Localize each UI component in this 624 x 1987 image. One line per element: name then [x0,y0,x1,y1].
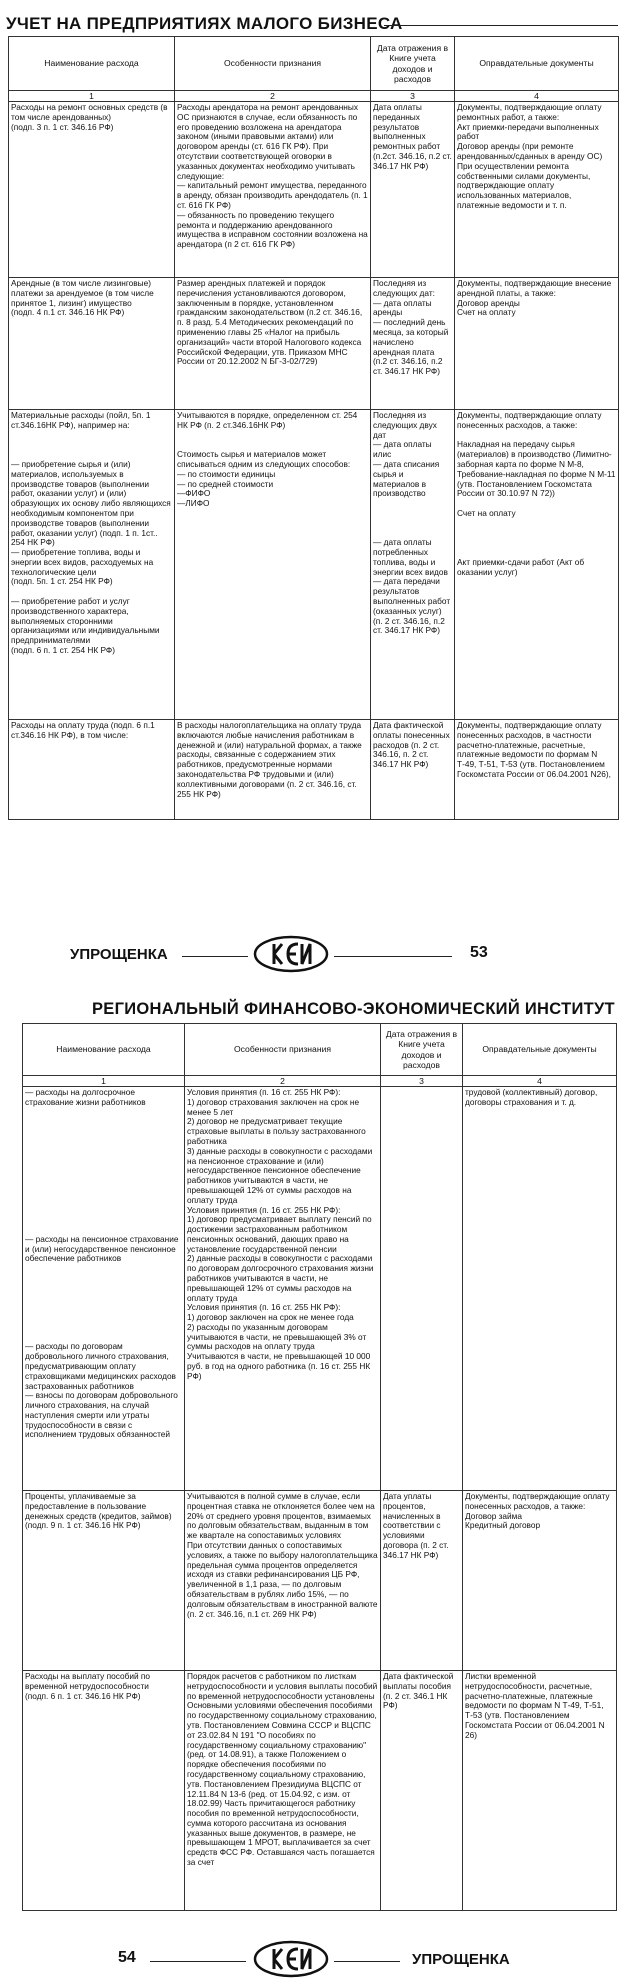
cell-documents: Листки временной нетрудоспособности, расчетные, расчетно-платежные, платежные ведомости по формам N Т-49, Т-51, Т-53 (утв. Постановлением Госкомстата России от 06.04.2001 N 26) [463,1671,617,1911]
table-header-row [9,37,619,91]
running-title: УЧЕТ НА ПРЕДПРИЯТИЯХ МАЛОГО БИЗНЕСА [6,14,403,33]
cell-recognition: Условия принятия (п. 16 ст. 255 НК РФ): 1) договор страхования заключен на срок не менее 5 лет 2) договор не предусматривает текущие страховые выплаты в пользу застрахованного работника 3) данные расходы в совокупности с расходами на пенсионное страхование и (или) негосударственное пенсионное обеспечение работников учитываются в части, не превышающей 12% от суммы расходов на оплату труда Условия принятия (п. 16 ст. 255 НК РФ): 1) договор предусматривает выплату пенсий по достижении застрахованным работником пенсионных оснований, дающих право на установление государственной пенсии 2) данные расходы в совокупности с расходами по договорам долгосрочного страхования жизни работников учитываются в части, не превышающей 12% от суммы расходов на оплату труда Условия принятия (п. 16 ст. 255 НК РФ): 1) договор заключен на срок не менее года 2) расходы по указанным договорам учитываются в части, не превышающей 3% от суммы расходов на оплату труда Учитываются в части, не превышающей 10 000 руб. в год на одного работника (п. 16 ст. 255 НК РФ) [185,1087,381,1491]
institute-logo [252,934,330,974]
cell-date: Последняя из следующих двух дат — дата оплаты илис — дата списания сырья и материалов в производство — дата оплаты потребленных топлива, воды и энергии всех видов — дата передачи результатов выполненных работ (оказанных услуг) (п. 2 ст. 346.16, п.2 ст. 346.17 НК РФ) [371,410,455,720]
column-number: 3 [381,1076,463,1087]
running-title: РЕГИОНАЛЬНЫЙ ФИНАНСОВО-ЭКОНОМИЧЕСКИЙ ИНСТИТУТ [92,1000,615,1018]
column-number: 1 [9,91,175,102]
cell-documents: Документы, подтверждающие оплату понесенных расходов, а также: Накладная на передачу сырья (материалов) в производство (Лимитно-заборная карта по форме N М-8, Требование-накладная по форме N М-11 (утв. Постановлением Госкомстата России от 30.10.97 N 72)) Счет на оплату Акт приемки-сдачи работ (Акт об оказании услуг) [455,410,619,720]
table-row [9,720,619,820]
column-number: 3 [371,91,455,102]
cell-date: Дата фактической выплаты пособия (п. 2 ст. 346.1 НК РФ) [381,1671,463,1911]
cell-expense-name: — расходы на долгосрочное страхование жизни работников — расходы на пенсионное страхование и (или) негосударственное пенсионное обеспечение работников — расходы по договорам добровольного личного страхования, предусматривающим оплату страховщиками медицинских расходов застрахованных работников — взносы по договорам добровольного личного страхования, на случай наступления смерти или утраты трудоспособности в связи с исполнением трудовых обязанностей [23,1087,185,1491]
header-documents: Оправдательные документы [455,37,619,91]
header-date: Дата отражения в Книге учета доходов и расходов [371,37,455,91]
expense-table [22,1023,617,1911]
footer-title: УПРОЩЕНКА [412,1951,510,1968]
column-number: 2 [175,91,371,102]
footer-rule [182,956,248,957]
footer-rule [334,1961,400,1962]
page-number: 54 [118,1949,136,1966]
expense-table [8,36,619,820]
cell-recognition: Порядок расчетов с работником по листкам нетрудоспособности и условия выплаты пособий по временной нетрудоспособности установлены Основными условиями обеспечения пособиями по государственному социальному страхованию, утв. Постановлением Совмина СССР и ВЦСПС от 23.02.84 N 191 "О пособиях по государственному социальному страхованию" (ред. от 14.08.91), а также Положением о порядке обеспечения пособиями по государственному социальному страхованию, утв. Постановлением Президиума ВЦСПС от 12.11.84 N 13-6 (ред. от 15.04.92, с изм. от 18.02.99) Часть причитающегося работнику пособия по временной нетрудоспособности, сумма которого рассчитана из основания указанных выше документов, в размере, не превышающем 1 МРОТ, выплачивается за счет средств ФСС РФ. Оставшаяся часть погашается за счет [185,1671,381,1911]
page-footer [0,1935,624,1979]
header-recognition: Особенности признания [175,37,371,91]
cell-expense-name: Расходы на ремонт основных средств (в том числе арендованных) (подп. 3 п. 1 ст. 346.16 РФ) [9,102,175,278]
page-54 [0,985,624,1987]
cell-recognition: Расходы арендатора на ремонт арендованных ОС признаются в случае, если обязанность по его проведению возложена на арендатора законом (иными правовыми актами) или договором аренды (ст. 616 ГК РФ). При отсутствии соответствующей оговорки в указанных документах необходимо учитывать следующие: — капитальный ремонт имущества, переданного в аренду, обязан производить арендодатель (п. 1 ст. 616 ГК РФ) — обязанность по проведению текущего ремонта и поддержанию арендованного имущества в исправном состоянии возложена на арендатора (п 2 ст. 616 ГК РФ) [175,102,371,278]
header-expense-name: Наименование расхода [23,1024,185,1076]
cell-documents: Документы, подтверждающие оплату понесенных расходов, а также: Договор займа Кредитный договор [463,1491,617,1671]
cell-date [381,1087,463,1491]
column-number-row [23,1076,617,1087]
cell-recognition: В расходы налогоплательщика на оплату труда включаются любые начисления работникам в денежной и (или) натуральной формах, а также расходы, связанные с содержанием этих работников, предусмотренные нормами законодательства РФ трудовыми и (или) коллективными договорами (п. 2 ст. 346.16, ст. 255 НК РФ) [175,720,371,820]
header-expense-name: Наименование расхода [9,37,175,91]
table-row [9,410,619,720]
table-row [23,1491,617,1671]
cell-recognition: Учитываются в полной сумме в случае, если процентная ставка не отклоняется более чем на 20% от среднего уровня процентов, взимаемых по долговым обязательствам, выданным в том же квартале на сопоставимых условиях При отсутствии данных о сопоставимых условиях, а также по выбору налогоплательщика предельная сумма процентов определяется исходя из ставки рефинансирования ЦБ РФ, увеличенной в 1,1 раза, — по долговым обязательствам в рублях либо 15%, — по долговым обязательствам в иностранной валюте (п. 2 ст. 346.16, п.1 ст. 269 НК РФ) [185,1491,381,1671]
cell-documents: трудовой (коллективный) договор, договоры страхования и т. д. [463,1087,617,1491]
header-documents: Оправдательные документы [463,1024,617,1076]
header-recognition: Особенности признания [185,1024,381,1076]
cell-expense-name: Арендные (в том числе лизинговые) платежи за арендуемое (в том числе принятое 1, лизинг) имущество (подп. 4 п.1 ст. 346.16 НК РФ) [9,278,175,410]
cell-recognition: Размер арендных платежей и порядок перечисления установливаются договором, заключенным в порядке, установленном гражданским законодательством (п.2 ст. 346.16, п. 8 разд. 5.4 Методических рекомендаций по применению главы 25 «Налог на прибыль организаций» части второй Налогового кодекса Российской Федерации, утв. Приказом МНС России от 20.12.2002 N БГ-3-02/729) [175,278,371,410]
table-row [9,278,619,410]
cell-expense-name: Проценты, уплачиваемые за предоставление в пользование денежных средств (кредитов, займов) (подп. 9 п. 1 ст. 346.16 НК РФ) [23,1491,185,1671]
cell-date: Дата оплаты переданных результатов выполненных ремонтных работ (п.2ст. 346.16, п.2 ст. 346.17 НК РФ) [371,102,455,278]
cell-date: Дата уплаты процентов, начисленных в соответствии с условиями договора (п. 2 ст. 346.17 НК РФ) [381,1491,463,1671]
column-number: 1 [23,1076,185,1087]
column-number: 4 [463,1076,617,1087]
table-header-row [23,1024,617,1076]
page-number: 53 [470,944,488,961]
cell-recognition: Учитываются в порядке, определенном ст. 254 НК РФ (п. 2 ст.346.16НК РФ) Стоимость сырья и материалов может списываться одним из следующих способов: — по стоимости единицы — по средней стоимости —ФИФО —ЛИФО [175,410,371,720]
table-row [9,102,619,278]
table-row [23,1671,617,1911]
column-number-row [9,91,619,102]
page-53 [0,0,624,985]
cell-date: Дата фактической оплаты понесенных расходов (п. 2 ст. 346.16, п. 2 ст. 346.17 НК РФ) [371,720,455,820]
title-rule [384,25,618,26]
cell-expense-name: Расходы на оплату труда (подп. 6 п.1 ст.346.16 НК РФ), в том числе: [9,720,175,820]
header-date: Дата отражения в Книге учета доходов и расходов [381,1024,463,1076]
institute-logo [252,1939,330,1979]
cell-expense-name: Расходы на выплату пособий по временной нетрудоспособности (подп. 6 п. 1 ст. 346.16 НК РФ) [23,1671,185,1911]
column-number: 2 [185,1076,381,1087]
footer-rule [150,1961,246,1962]
cell-documents: Документы, подтверждающие внесение арендной платы, а также: Договор аренды Счет на оплату [455,278,619,410]
cell-documents: Документы, подтверждающие оплату ремонтных работ, а также: Акт приемки-передачи выполненных работ Договор аренды (при ремонте арендованных/сданных в аренду ОС) При осуществлении ремонта собственными силами документы, подтверждающие оплату использованных материалов, платежные ведомости и т. п. [455,102,619,278]
footer-title: УПРОЩЕНКА [70,946,168,963]
table-row [23,1087,617,1491]
page-footer [0,932,624,976]
cell-expense-name: Материальные расходы (пойл, 5п. 1 ст.346.16НК РФ), например на: — приобретение сырья и (или) материалов, используемых в производстве товаров (выполнении работ, оказании услуг) и (или) образующих их основу либо являющихся необходимым компонентом при производстве товаров (выполнении работ, оказании услуг) (подп. 1 п. 1ст.. 254 НК РФ) — приобретение топлива, воды и энергии всех видов, расходуемых на технологические цели (подп. 5п. 1 ст. 254 НК РФ) — приобретение работ и услуг производственного характера, выполняемых сторонними организациями или индивидуальными предпринимателями (подп. 6 п. 1 ст. 254 НК РФ) [9,410,175,720]
cell-documents: Документы, подтверждающие оплату понесенных расходов, в частности расчетно-платежные, расчетные, платежные ведомости по формам N Т-49, Т-51, Т-53 (утв. Постановлением Госкомстата России от 06.04.2001 N26), [455,720,619,820]
column-number: 4 [455,91,619,102]
footer-rule [334,956,452,957]
cell-date: Последняя из следующих дат: — дата оплаты аренды — последний день месяца, за который начислено арендная плата (п.2 ст. 346.16, п.2 ст. 346.17 НК РФ) [371,278,455,410]
